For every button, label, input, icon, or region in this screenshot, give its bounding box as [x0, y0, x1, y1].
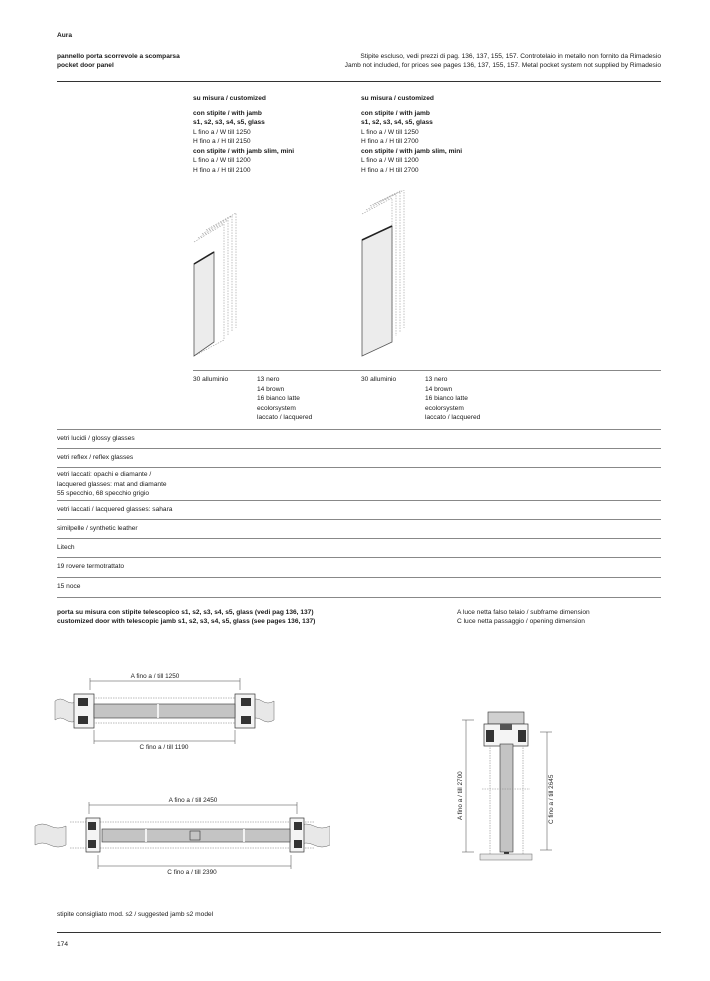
material-rule	[57, 467, 661, 468]
material-row: vetri reflex / reflex glasses	[57, 454, 134, 461]
finish-item: ecolorsystem	[425, 404, 464, 412]
subtitle-en: pocket door panel	[57, 62, 114, 69]
spec1-height: H fino a / H till 2700	[361, 138, 419, 146]
price-note-en: Jamb not included, for prices see pages 136, 137, 155, 157. Metal pocket system not supplied by Rimadesio	[344, 62, 661, 69]
finish-item: 14 brown	[425, 385, 453, 393]
finish-profile-2: 30 alluminio	[361, 376, 397, 383]
material-rule	[57, 500, 661, 501]
bottom-a-label: A fino a / till 2450	[168, 797, 218, 804]
material-rule	[57, 519, 661, 520]
material-rule	[57, 597, 661, 598]
material-rule	[57, 577, 661, 578]
suggested-jamb-note: stipite consigliato mod. s2 / suggested jamb s2 model	[57, 911, 214, 918]
material-row	[57, 470, 357, 499]
door-panel-drawing-tall	[354, 190, 414, 358]
spec2-height: H fino a / H till 2100	[193, 166, 251, 174]
vertical-a-label: A fino a / till 2700	[457, 771, 464, 820]
vertical-section	[452, 706, 562, 866]
column-title: su misura / customized	[193, 95, 266, 102]
spec1-height: H fino a / H till 2150	[193, 138, 251, 146]
plan-section-double	[30, 792, 330, 878]
subtitle-it: pannello porta scorrevole a scomparsa	[57, 53, 180, 60]
finish-item: laccato / lacquered	[425, 414, 481, 422]
spec1-width: L fino a / W till 1250	[193, 128, 251, 136]
brand-title: Aura	[57, 32, 73, 39]
material-row: Litech	[57, 544, 75, 551]
section2-title-en: customized door with telescopic jamb s1, s2, s3, s4, s5, glass (see pages 136, 137)	[57, 618, 316, 625]
legend-c: C luce netta passaggio / opening dimension	[457, 618, 585, 625]
material-row: vetri laccati / lacquered glasses: sahara	[57, 506, 173, 513]
finish-rule	[193, 370, 661, 371]
material-row-line: vetri laccati: opachi e diamante /	[57, 471, 152, 478]
finish-item: 13 nero	[425, 376, 448, 383]
spec1-models: s1, s2, s3, s4, s5, glass	[361, 119, 433, 127]
spec1-title: con stipite / with jamb	[361, 109, 430, 117]
material-rule	[57, 429, 661, 430]
material-row: similpelle / synthetic leather	[57, 525, 138, 532]
header-rule	[57, 81, 661, 82]
price-note-it: Stipite escluso, vedi prezzi di pag. 136, 137, 155, 157. Controtelaio in metallo non fornito da Rimadesio	[360, 53, 661, 60]
finish-item: 14 brown	[257, 385, 285, 393]
legend-a: A luce netta falso telaio / subframe dimension	[457, 609, 590, 616]
finish-item: 16 bianco latte	[257, 395, 300, 403]
footer-rule	[57, 932, 661, 933]
top-c-label: C fino a / till 1190	[139, 744, 189, 751]
spec1-models: s1, s2, s3, s4, s5, glass	[193, 119, 265, 127]
finish-list-1	[257, 375, 312, 423]
spec2-title: con stipite / with jamb slim, mini	[361, 147, 463, 155]
material-rule	[57, 448, 661, 449]
finish-profile-1: 30 alluminio	[193, 376, 229, 383]
finish-list-2	[425, 375, 480, 423]
material-row-line: 55 specchio, 68 specchio grigio	[57, 490, 150, 498]
spec2-height: H fino a / H till 2700	[361, 166, 419, 174]
page-number: 174	[57, 941, 69, 948]
material-row-line: lacquered glasses: mat and diamante	[57, 480, 167, 488]
finish-item: 13 nero	[257, 376, 280, 383]
spec2-title: con stipite / with jamb slim, mini	[193, 147, 295, 155]
top-a-label: A fino a / till 1250	[130, 673, 180, 680]
plan-section-single	[50, 668, 280, 754]
spec2-width: L fino a / W till 1200	[193, 157, 251, 165]
spec1-title: con stipite / with jamb	[193, 109, 262, 117]
material-rule	[57, 557, 661, 558]
finish-item: ecolorsystem	[257, 404, 296, 412]
material-row: vetri lucidi / glossy glasses	[57, 435, 135, 442]
door-panel-drawing-short	[186, 212, 246, 358]
spec1-width: L fino a / W till 1250	[361, 128, 419, 136]
column-title: su misura / customized	[361, 95, 434, 102]
spec2-width: L fino a / W till 1200	[361, 157, 419, 165]
material-rule	[57, 538, 661, 539]
material-row: 19 rovere termotrattato	[57, 563, 125, 570]
material-row: 15 noce	[57, 583, 81, 590]
product-column-2	[361, 94, 531, 175]
product-column-1	[193, 94, 363, 175]
bottom-c-label: C fino a / till 2390	[167, 869, 217, 876]
finish-item: laccato / lacquered	[257, 414, 313, 422]
vertical-c-label: C fino a / till 2645	[548, 774, 555, 824]
finish-item: 16 bianco latte	[425, 395, 468, 403]
section2-title-it: porta su misura con stipite telescopico s1, s2, s3, s4, s5, glass (vedi pag 136, 137)	[57, 609, 314, 616]
